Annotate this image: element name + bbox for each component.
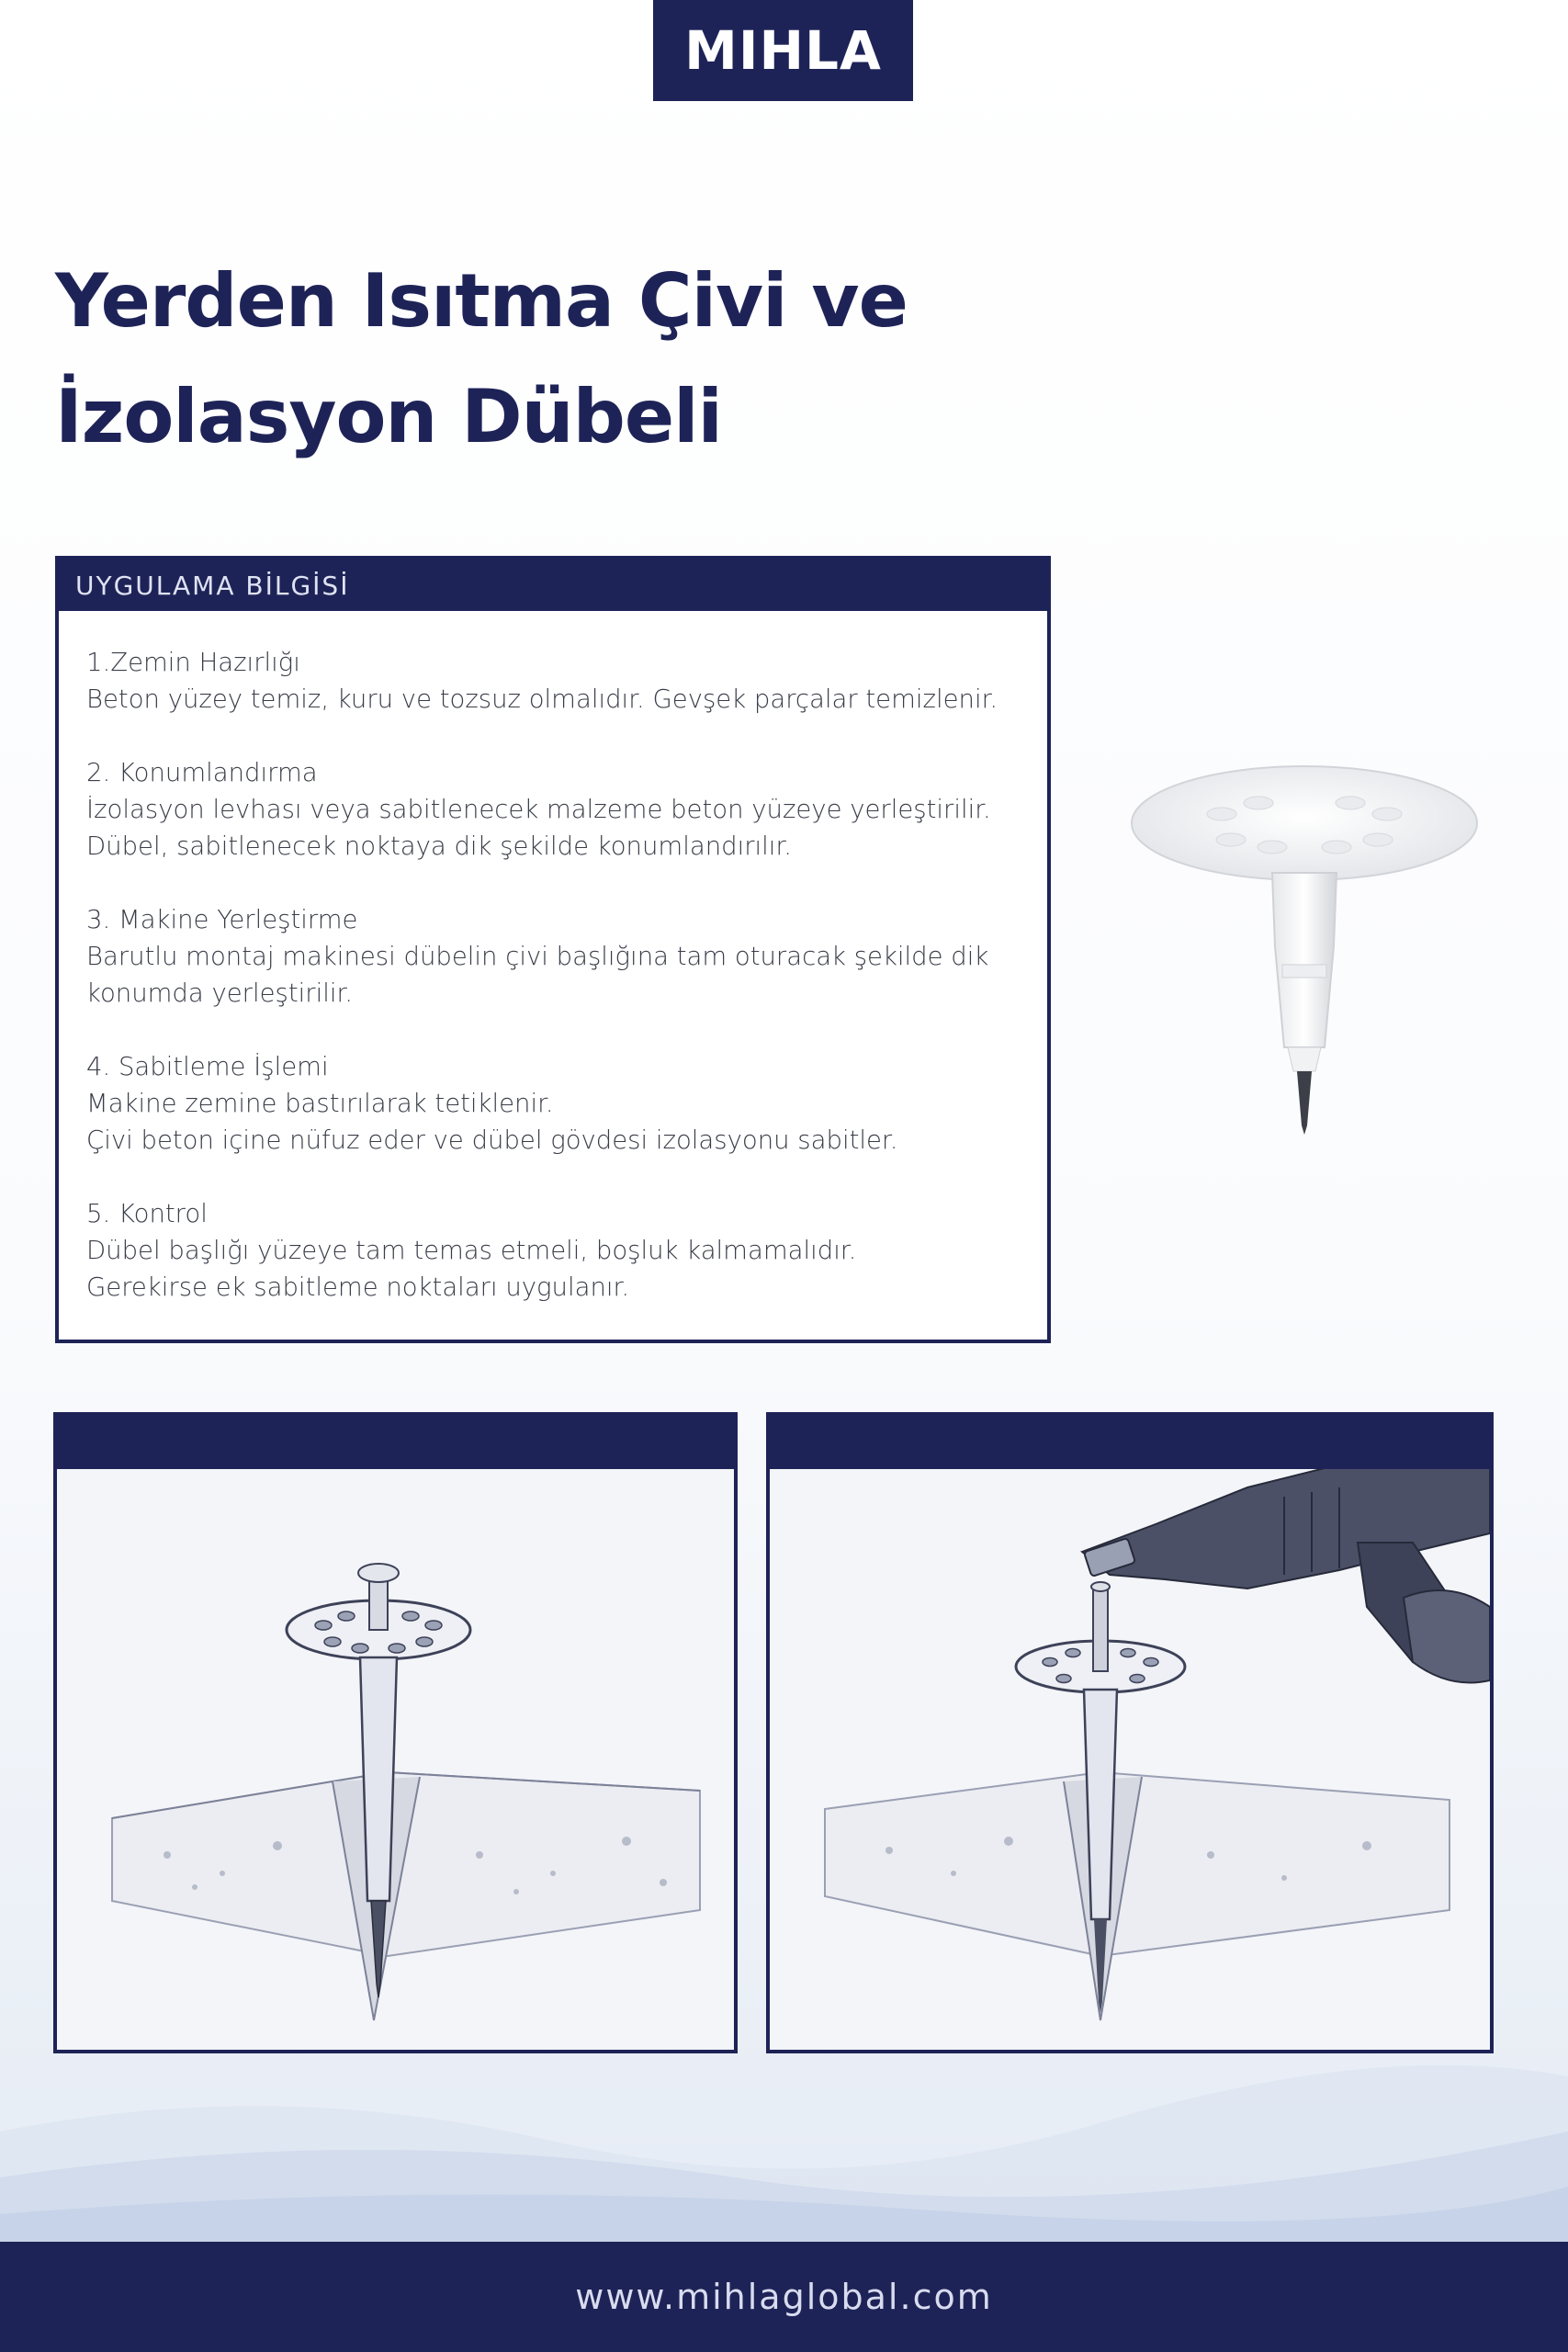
step-4 — [86, 1048, 1047, 1159]
page-title-line-1: Yerden Isıtma Çivi ve — [55, 258, 908, 344]
product-dowel-image — [1121, 744, 1488, 1139]
brand-logo-text: MIHLA — [684, 19, 882, 82]
illustration-panel-insert — [53, 1412, 738, 2053]
application-info-box — [55, 556, 1051, 1343]
step-text: Makine zemine bastırılarak tetiklenir. — [86, 1089, 554, 1118]
step-text: konumda yerleştirilir. — [86, 978, 354, 1008]
brand-logo — [653, 0, 913, 101]
footer-website-link[interactable]: www.mihlaglobal.com — [575, 2277, 993, 2317]
step-text: Dübel başlığı yüzeye tam temas etmeli, boşluk kalmamalıdır. — [86, 1236, 857, 1265]
step-2 — [86, 754, 1047, 865]
step-text: Barutlu montaj makinesi dübelin çivi başlığına tam oturacak şekilde dik — [86, 942, 989, 971]
page-title — [55, 243, 1066, 475]
footer-bar — [0, 2242, 1568, 2352]
step-text: Dübel, sabitlenecek noktaya dik şekilde konumlandırılır. — [86, 831, 792, 861]
step-title: 4. Sabitleme İşlemi — [86, 1052, 329, 1081]
step-text: Beton yüzey temiz, kuru ve tozsuz olmalıdır. Gevşek parçalar temizlenir. — [86, 684, 998, 714]
decorative-waves — [0, 2021, 1568, 2242]
step-title: 3. Makine Yerleştirme — [86, 905, 358, 934]
panel-header-bar — [57, 1416, 734, 1469]
step-title: 5. Kontrol — [86, 1199, 208, 1228]
step-text: İzolasyon levhası veya sabitlenecek malzeme beton yüzeye yerleştirilir. — [86, 795, 991, 824]
step-text: Çivi beton içine nüfuz eder ve dübel gövdesi izolasyonu sabitler. — [86, 1125, 898, 1155]
tool-firing-illustration — [770, 1469, 1490, 2050]
panel-header-bar — [770, 1416, 1490, 1469]
step-5 — [86, 1195, 1047, 1306]
step-title: 1.Zemin Hazırlığı — [86, 648, 300, 677]
step-1 — [86, 644, 1047, 718]
dowel-in-insulation-illustration — [57, 1469, 734, 2050]
step-title: 2. Konumlandırma — [86, 758, 318, 787]
application-steps — [59, 611, 1047, 1306]
application-info-heading: UYGULAMA BİLGİSİ — [59, 560, 1047, 611]
illustration-panel-tool — [766, 1412, 1494, 2053]
page-title-line-2: İzolasyon Dübeli — [55, 374, 722, 459]
step-text: Gerekirse ek sabitleme noktaları uygulanır. — [86, 1272, 630, 1302]
step-3 — [86, 901, 1047, 1012]
